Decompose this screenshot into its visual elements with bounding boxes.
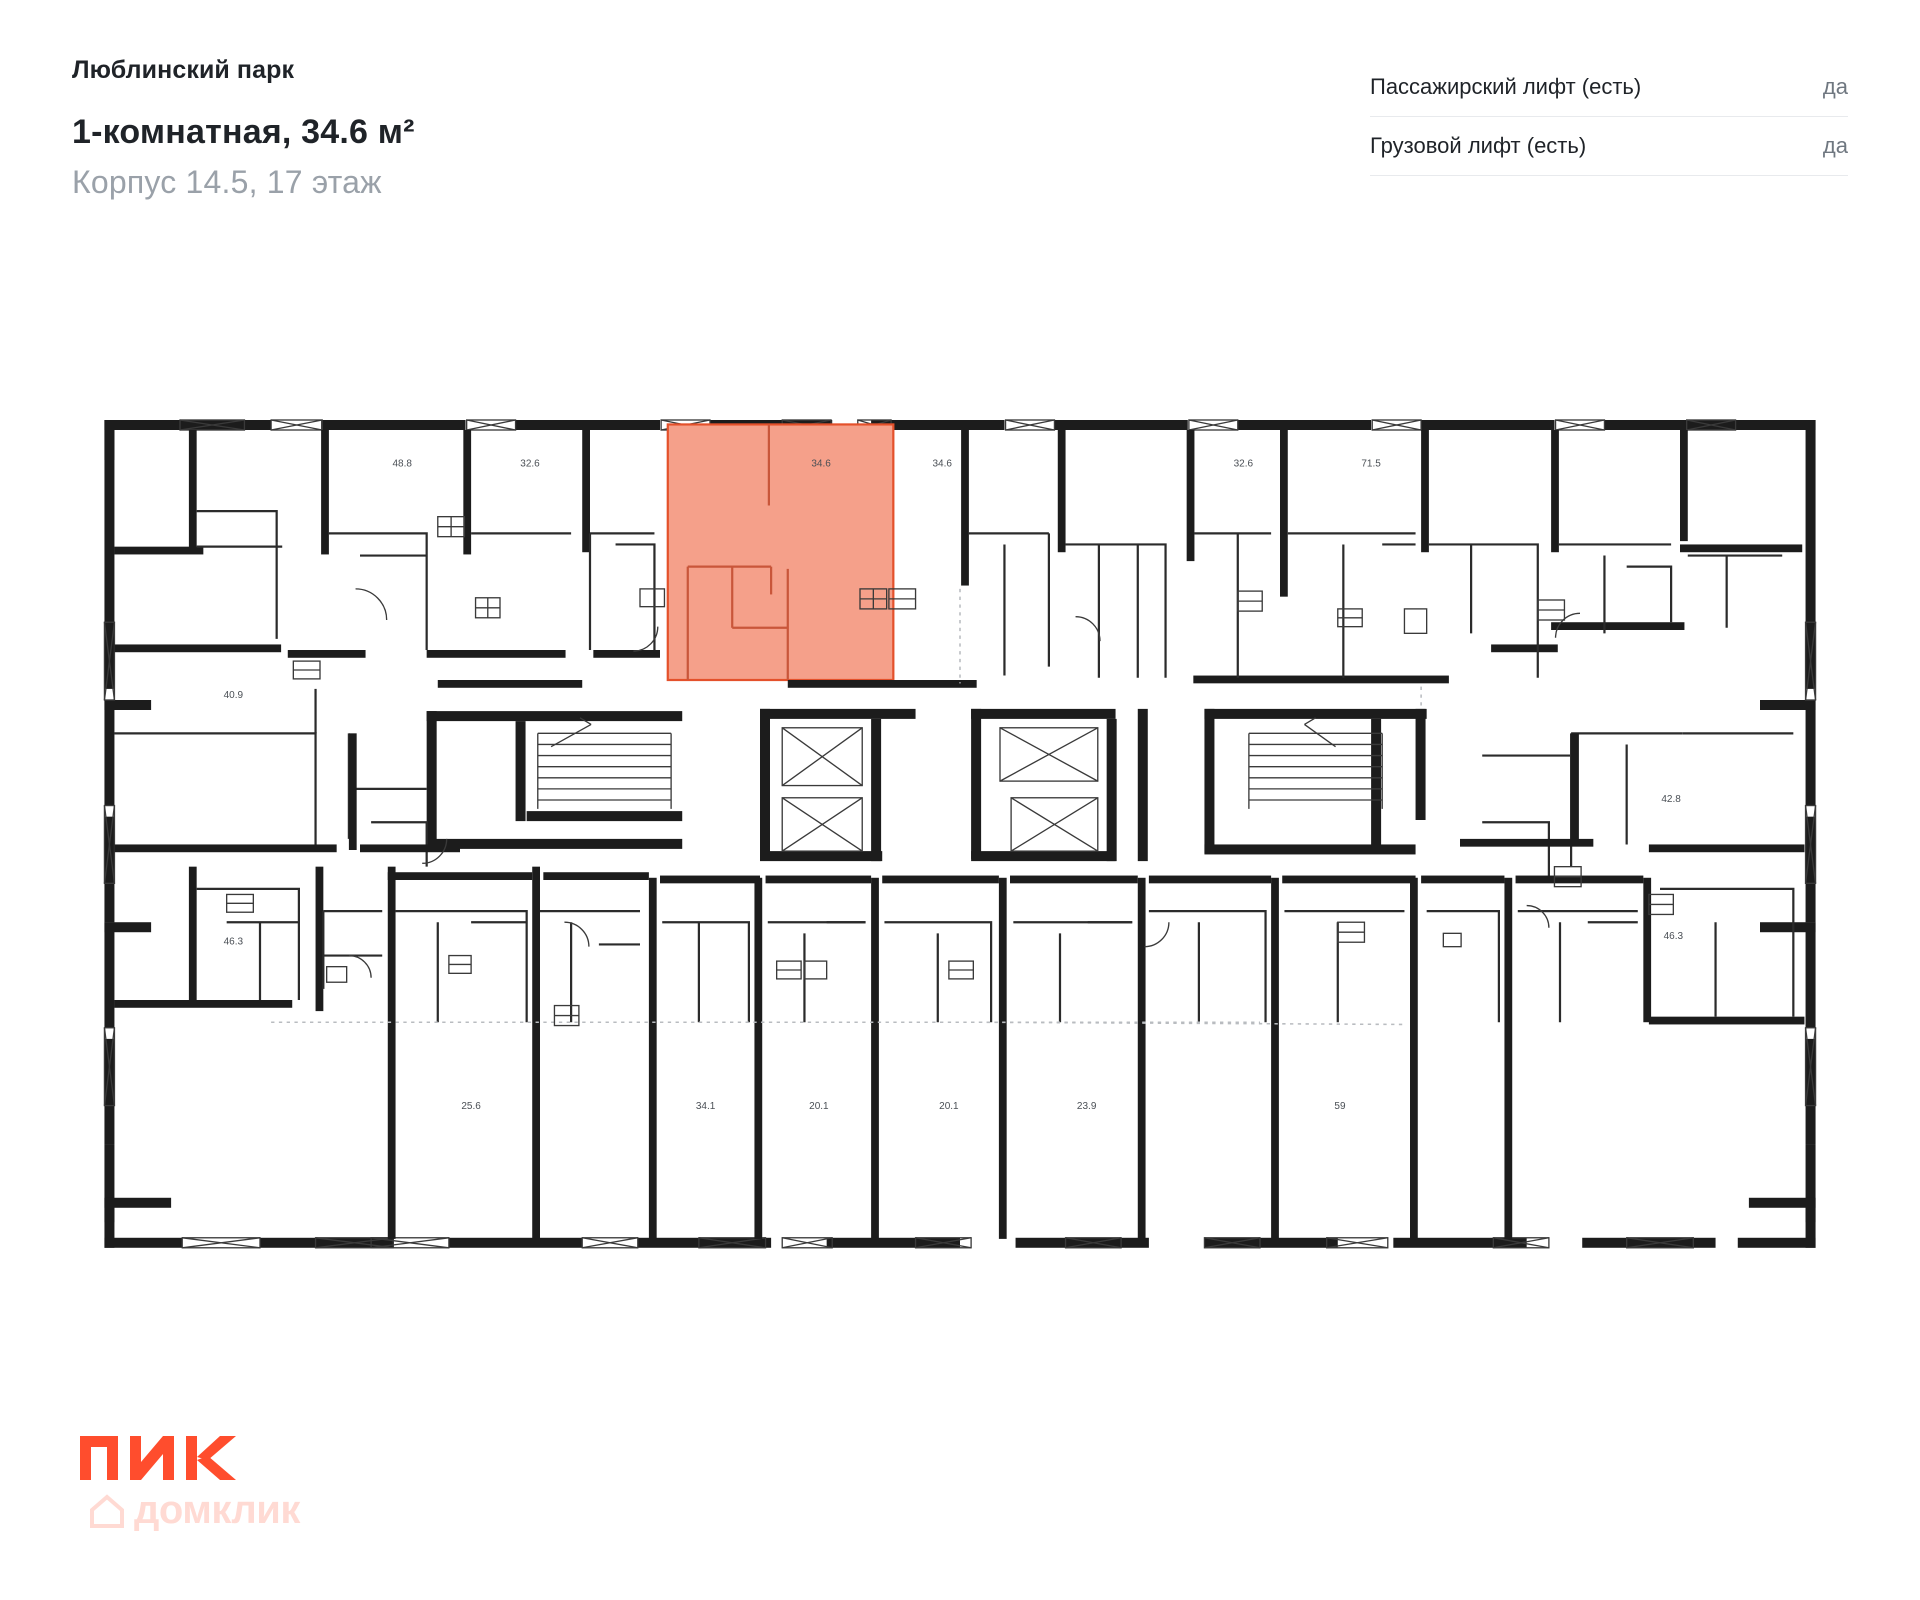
svg-text:40.9: 40.9 [223,689,244,701]
svg-text:20.1: 20.1 [939,1100,959,1112]
svg-text:34.1: 34.1 [695,1100,716,1112]
building-core [427,709,1427,861]
highlighted-apartment[interactable] [668,424,894,680]
svg-text:71.5: 71.5 [1361,458,1381,470]
page-subtitle: Корпус 14.5, 17 этаж [72,164,382,200]
fixtures [227,517,1674,1026]
footer [80,1430,480,1540]
spec-value: да [1822,133,1848,158]
domclick-watermark [88,1488,300,1533]
spec-row-freight-lift [1370,117,1848,176]
spec-row-passenger-lift [1370,58,1848,117]
page-title: 1-комнатная, 34.6 м² [72,113,415,151]
domclick-label: домклик [134,1488,300,1532]
pik-logo-icon [80,1430,240,1486]
svg-text:23.9: 23.9 [1076,1100,1097,1112]
svg-text:46.3: 46.3 [1663,930,1684,942]
svg-text:32.6: 32.6 [520,458,540,470]
svg-text:48.8: 48.8 [392,458,412,470]
building-specs [1370,58,1848,176]
svg-text:34.6: 34.6 [811,458,831,470]
domclick-icon [88,1492,126,1530]
svg-text:32.6: 32.6 [1233,458,1254,470]
svg-text:25.6: 25.6 [461,1100,481,1112]
spec-label: Грузовой лифт (есть) [1370,133,1587,158]
svg-text:34.6: 34.6 [932,458,952,470]
complex-name: Люблинский парк [72,56,295,84]
floor-plan [60,400,1860,1400]
interior-walls-middle [114,733,1804,852]
interior-walls-upper [114,430,1802,688]
spec-value: да [1822,74,1848,99]
svg-text:20.1: 20.1 [809,1100,829,1112]
svg-text:59: 59 [1334,1100,1346,1112]
svg-text:46.3: 46.3 [223,936,244,948]
svg-text:42.8: 42.8 [1661,794,1681,806]
partitions-lower [197,889,1794,1022]
area-labels [224,459,1684,1112]
spec-label: Пассажирский лифт (есть) [1370,74,1642,99]
windows-side [104,622,1815,1105]
